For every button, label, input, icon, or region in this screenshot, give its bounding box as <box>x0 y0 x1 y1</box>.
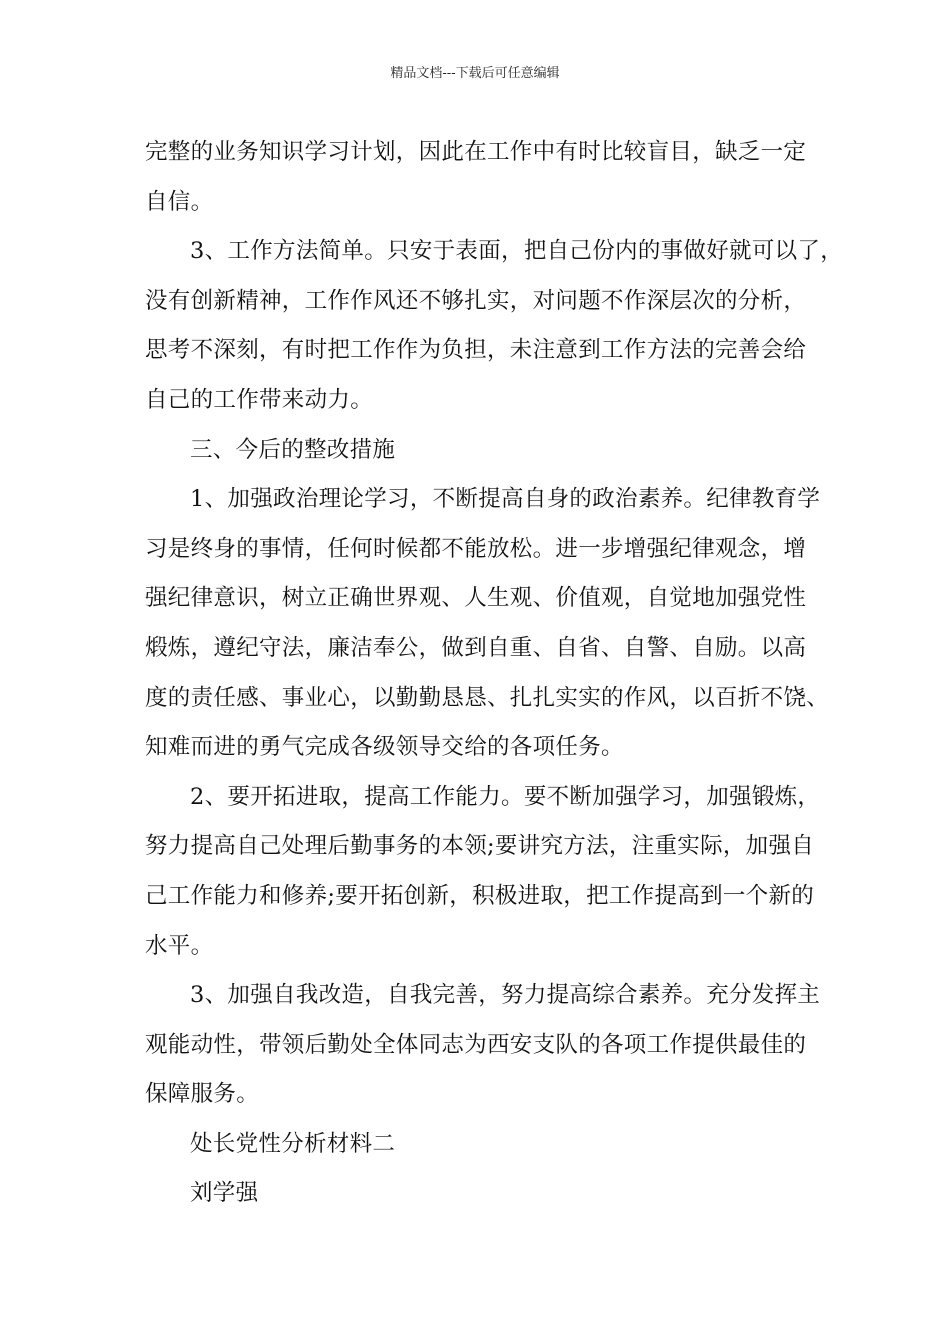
author-name: 刘学强 <box>190 1180 259 1207</box>
body-line: 2、要开拓进取，提高工作能力。要不断加强学习，加强锻炼， <box>190 783 821 810</box>
body-line: 没有创新精神，工作作风还不够扎实，对问题不作深层次的分析， <box>145 287 807 314</box>
body-line: 1、加强政治理论学习，不断提高自身的政治素养。纪律教育学 <box>190 486 821 513</box>
body-line: 水平。 <box>145 932 214 959</box>
body-line: 知难而进的勇气完成各级领导交给的各项任务。 <box>145 734 624 761</box>
body-line: 努力提高自己处理后勤事务的本领;要讲究方法，注重实际，加强自 <box>145 833 815 860</box>
body-line: 己工作能力和修养;要开拓创新，积极进取，把工作提高到一个新的 <box>145 882 815 909</box>
body-line: 煅炼，遵纪守法，廉洁奉公，做到自重、自省、自警、自励。以高 <box>145 634 807 661</box>
document-subtitle: 处长党性分析材料二 <box>190 1130 396 1157</box>
section-heading: 三、今后的整改措施 <box>190 436 396 463</box>
body-line: 习是终身的事情，任何时候都不能放松。进一步增强纪律观念，增 <box>145 535 807 562</box>
body-line: 度的责任感、事业心，以勤勤恳恳、扎扎实实的作风，以百折不饶、 <box>145 684 830 711</box>
page-header: 精品文档---下载后可任意编辑 <box>390 66 560 81</box>
body-line: 自己的工作带来动力。 <box>145 386 374 413</box>
body-line: 3、工作方法简单。只安于表面，把自己份内的事做好就可以了， <box>190 238 844 265</box>
body-line: 3、加强自我改造，自我完善，努力提高综合素养。充分发挥主 <box>190 982 821 1009</box>
body-line: 完整的业务知识学习计划，因此在工作中有时比较盲目，缺乏一定 <box>145 139 807 165</box>
body-line: 保障服务。 <box>145 1081 260 1108</box>
body-line: 观能动性，带领后勤处全体同志为西安支队的各项工作提供最佳的 <box>145 1031 807 1058</box>
body-line: 强纪律意识，树立正确世界观、人生观、价值观，自觉地加强党性 <box>145 585 807 612</box>
body-line: 自信。 <box>145 188 214 215</box>
document-body <box>145 128 844 1219</box>
body-line: 思考不深刻，有时把工作作为负担，未注意到工作方法的完善会给 <box>145 337 807 364</box>
